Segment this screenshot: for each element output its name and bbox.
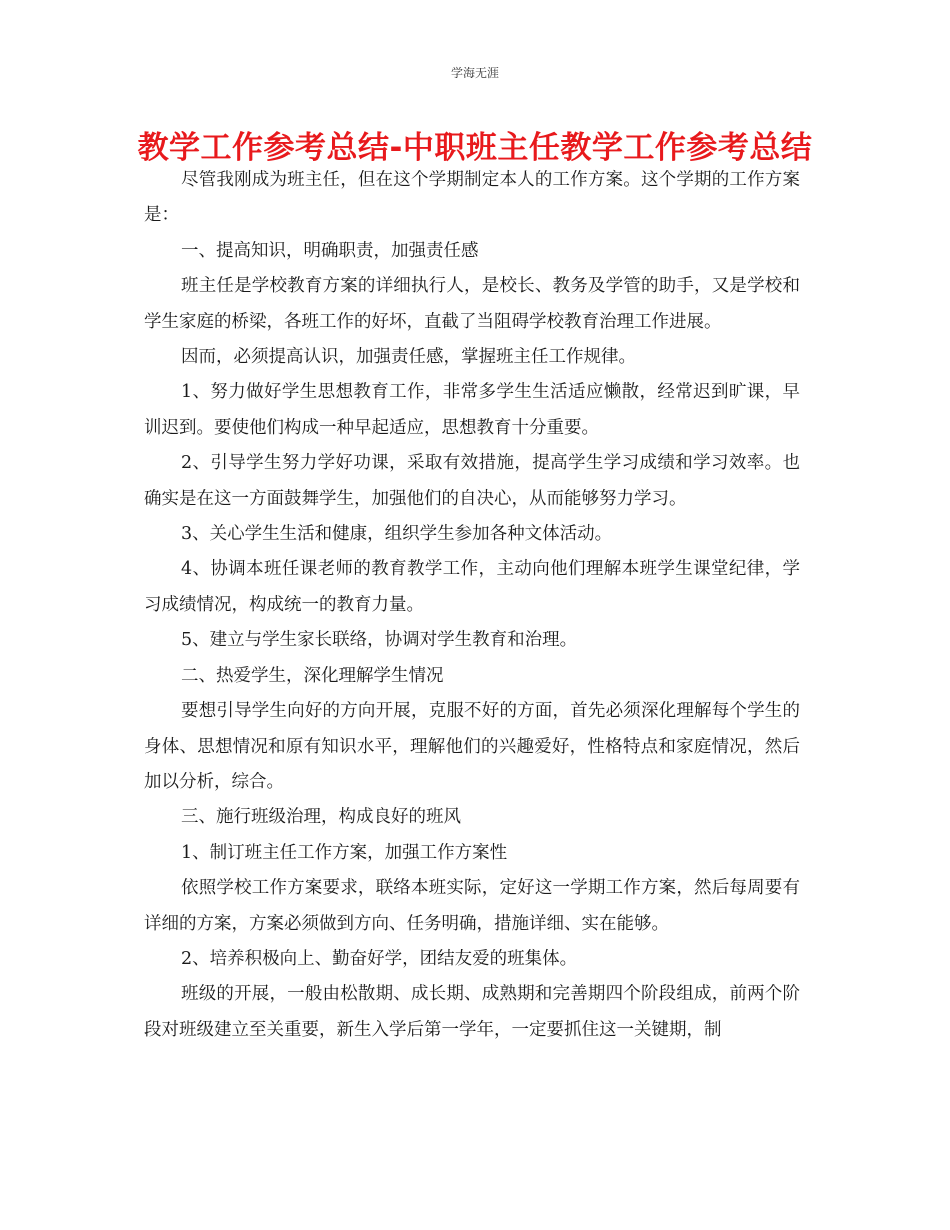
page-header: 学海无涯 [450,66,499,80]
section-heading: 三、施行班级治理，构成良好的班风 [181,807,461,828]
list-item: 1、制订班主任工作方案，加强工作方案性 [181,842,508,863]
list-item: 3、关心学生生活和健康，组织学生参加各种文体活动。 [181,524,613,545]
paragraph: 尽管我刚成为班主任，但在这个学期制定本人的工作方案。这个学期的工作方案是： [144,170,800,226]
list-item: 4、协调本班任课老师的教育教学工作，主动向他们理解本班学生课堂纪律，学习成绩情况，构成统一的教育力量。 [144,559,800,615]
document-body [144,163,800,1048]
document-title: 教学工作参考总结-中职班主任教学工作参考总结 [137,130,813,166]
list-item: 1、努力做好学生思想教育工作，非常多学生生活适应懒散，经常迟到旷课，早训迟到。要使他们构成一种早起适应，思想教育十分重要。 [144,382,800,438]
section-heading: 一、提高知识，明确职责，加强责任感 [181,240,479,261]
paragraph: 班级的开展，一般由松散期、成长期、成熟期和完善期四个阶段组成，前两个阶段对班级建立至关重要，新生入学后第一学年，一定要抓住这一关键期，制 [144,984,800,1040]
list-item: 2、培养积极向上、勤奋好学，团结友爱的班集体。 [181,948,578,969]
paragraph: 班主任是学校教育方案的详细执行人，是校长、教务及学管的助手，又是学校和学生家庭的桥梁，各班工作的好坏，直截了当阻碍学校教育治理工作进展。 [144,276,800,332]
paragraph: 要想引导学生向好的方向开展，克服不好的方面，首先必须深化理解每个学生的身体、思想情况和原有知识水平，理解他们的兴趣爱好，性格特点和家庭情况，然后加以分析，综合。 [144,701,800,792]
list-item: 2、引导学生努力学好功课，采取有效措施，提高学生学习成绩和学习效率。也确实是在这一方面鼓舞学生，加强他们的自决心，从而能够努力学习。 [144,453,800,509]
paragraph: 因而，必须提高认识，加强责任感，掌握班主任工作规律。 [181,347,636,368]
paragraph: 依照学校工作方案要求，联络本班实际，定好这一学期工作方案，然后每周要有详细的方案，方案必须做到方向、任务明确，措施详细、实在能够。 [144,878,800,934]
list-item: 5、建立与学生家长联络，协调对学生教育和治理。 [181,630,578,651]
section-heading: 二、热爱学生，深化理解学生情况 [181,665,444,686]
